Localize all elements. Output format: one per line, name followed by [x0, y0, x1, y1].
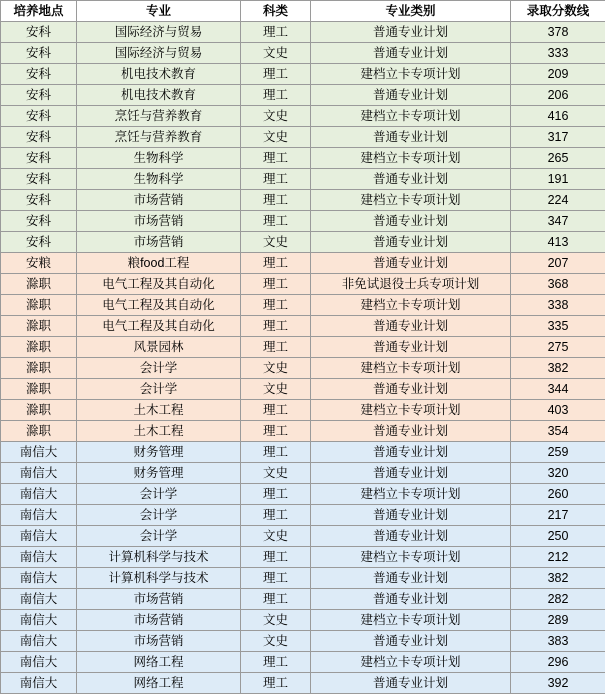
cell-score: 382 [511, 358, 605, 379]
cell-major: 烹饪与营养教育 [77, 127, 241, 148]
cell-category: 理工 [241, 211, 311, 232]
cell-plan-type: 建档立卡专项计划 [311, 484, 511, 505]
cell-location: 安科 [1, 232, 77, 253]
cell-category: 理工 [241, 421, 311, 442]
cell-location: 南信大 [1, 652, 77, 673]
cell-score: 333 [511, 43, 605, 64]
cell-plan-type: 普通专业计划 [311, 316, 511, 337]
table-row [1, 253, 605, 274]
cell-score: 206 [511, 85, 605, 106]
cell-score: 191 [511, 169, 605, 190]
cell-score: 335 [511, 316, 605, 337]
cell-location: 安科 [1, 190, 77, 211]
cell-location: 南信大 [1, 589, 77, 610]
cell-major: 土木工程 [77, 421, 241, 442]
cell-major: 会计学 [77, 358, 241, 379]
cell-plan-type: 建档立卡专项计划 [311, 295, 511, 316]
cell-plan-type: 建档立卡专项计划 [311, 148, 511, 169]
cell-category: 理工 [241, 484, 311, 505]
cell-location: 安科 [1, 148, 77, 169]
cell-score: 344 [511, 379, 605, 400]
cell-plan-type: 普通专业计划 [311, 127, 511, 148]
column-header-location: 培养地点 [1, 1, 77, 22]
cell-plan-type: 普通专业计划 [311, 169, 511, 190]
cell-plan-type: 建档立卡专项计划 [311, 652, 511, 673]
cell-score: 209 [511, 64, 605, 85]
cell-plan-type: 普通专业计划 [311, 337, 511, 358]
table-row [1, 379, 605, 400]
cell-major: 风景园林 [77, 337, 241, 358]
cell-category: 理工 [241, 505, 311, 526]
column-header-major: 专业 [77, 1, 241, 22]
cell-plan-type: 普通专业计划 [311, 22, 511, 43]
table-row [1, 400, 605, 421]
cell-plan-type: 建档立卡专项计划 [311, 190, 511, 211]
cell-location: 南信大 [1, 463, 77, 484]
cell-category: 理工 [241, 253, 311, 274]
cell-major: 财务管理 [77, 463, 241, 484]
cell-plan-type: 普通专业计划 [311, 85, 511, 106]
table-row [1, 589, 605, 610]
cell-category: 理工 [241, 148, 311, 169]
cell-major: 市场营销 [77, 610, 241, 631]
cell-category: 理工 [241, 190, 311, 211]
table-row [1, 274, 605, 295]
cell-score: 207 [511, 253, 605, 274]
table-row [1, 211, 605, 232]
cell-score: 275 [511, 337, 605, 358]
cell-location: 南信大 [1, 484, 77, 505]
table-row [1, 22, 605, 43]
cell-category: 理工 [241, 547, 311, 568]
cell-category: 理工 [241, 589, 311, 610]
cell-major: 土木工程 [77, 400, 241, 421]
table-row [1, 505, 605, 526]
column-header-plan-type: 专业类别 [311, 1, 511, 22]
cell-category: 文史 [241, 106, 311, 127]
cell-score: 320 [511, 463, 605, 484]
cell-category: 文史 [241, 463, 311, 484]
cell-major: 生物科学 [77, 148, 241, 169]
cell-plan-type: 普通专业计划 [311, 505, 511, 526]
cell-major: 机电技术教育 [77, 64, 241, 85]
table-row [1, 127, 605, 148]
cell-plan-type: 建档立卡专项计划 [311, 547, 511, 568]
cell-location: 安科 [1, 64, 77, 85]
cell-plan-type: 建档立卡专项计划 [311, 64, 511, 85]
cell-major: 市场营销 [77, 631, 241, 652]
cell-category: 文史 [241, 127, 311, 148]
cell-category: 文史 [241, 526, 311, 547]
cell-location: 安科 [1, 127, 77, 148]
table-row [1, 295, 605, 316]
cell-plan-type: 普通专业计划 [311, 232, 511, 253]
cell-score: 338 [511, 295, 605, 316]
table-row [1, 526, 605, 547]
cell-plan-type: 普通专业计划 [311, 631, 511, 652]
cell-major: 生物科学 [77, 169, 241, 190]
cell-category: 理工 [241, 337, 311, 358]
cell-major: 电气工程及其自动化 [77, 316, 241, 337]
cell-score: 260 [511, 484, 605, 505]
cell-plan-type: 普通专业计划 [311, 421, 511, 442]
table-header-row [1, 1, 605, 22]
cell-location: 滁职 [1, 379, 77, 400]
table-row [1, 547, 605, 568]
column-header-category: 科类 [241, 1, 311, 22]
cell-score: 289 [511, 610, 605, 631]
cell-plan-type: 普通专业计划 [311, 442, 511, 463]
cell-score: 296 [511, 652, 605, 673]
cell-category: 理工 [241, 295, 311, 316]
cell-location: 滁职 [1, 316, 77, 337]
cell-score: 382 [511, 568, 605, 589]
cell-score: 413 [511, 232, 605, 253]
table-row [1, 232, 605, 253]
cell-location: 南信大 [1, 673, 77, 694]
cell-score: 403 [511, 400, 605, 421]
cell-major: 网络工程 [77, 652, 241, 673]
cell-plan-type: 普通专业计划 [311, 43, 511, 64]
cell-category: 文史 [241, 232, 311, 253]
cell-plan-type: 建档立卡专项计划 [311, 106, 511, 127]
cell-score: 265 [511, 148, 605, 169]
cell-location: 滁职 [1, 358, 77, 379]
table-row [1, 610, 605, 631]
cell-score: 259 [511, 442, 605, 463]
cell-major: 电气工程及其自动化 [77, 274, 241, 295]
table-row [1, 64, 605, 85]
cell-location: 南信大 [1, 442, 77, 463]
cell-category: 文史 [241, 379, 311, 400]
cell-plan-type: 建档立卡专项计划 [311, 400, 511, 421]
cell-category: 文史 [241, 631, 311, 652]
cell-location: 滁职 [1, 421, 77, 442]
cell-major: 会计学 [77, 526, 241, 547]
cell-plan-type: 普通专业计划 [311, 568, 511, 589]
cell-major: 粮food工程 [77, 253, 241, 274]
table-row [1, 148, 605, 169]
table-row [1, 169, 605, 190]
column-header-score: 录取分数线 [511, 1, 605, 22]
cell-category: 文史 [241, 43, 311, 64]
table-row [1, 568, 605, 589]
cell-major: 市场营销 [77, 589, 241, 610]
cell-major: 会计学 [77, 484, 241, 505]
cell-major: 国际经济与贸易 [77, 22, 241, 43]
cell-major: 会计学 [77, 379, 241, 400]
cell-score: 368 [511, 274, 605, 295]
cell-category: 理工 [241, 673, 311, 694]
cell-major: 计算机科学与技术 [77, 568, 241, 589]
cell-location: 南信大 [1, 505, 77, 526]
cell-score: 392 [511, 673, 605, 694]
cell-plan-type: 普通专业计划 [311, 211, 511, 232]
table-row [1, 358, 605, 379]
cell-score: 224 [511, 190, 605, 211]
cell-category: 理工 [241, 64, 311, 85]
table-row [1, 106, 605, 127]
table-row [1, 421, 605, 442]
cell-plan-type: 普通专业计划 [311, 589, 511, 610]
cell-category: 理工 [241, 274, 311, 295]
table-row [1, 484, 605, 505]
cell-category: 理工 [241, 22, 311, 43]
cell-score: 416 [511, 106, 605, 127]
table-row [1, 463, 605, 484]
cell-location: 安粮 [1, 253, 77, 274]
cell-major: 网络工程 [77, 673, 241, 694]
cell-location: 南信大 [1, 568, 77, 589]
cell-location: 南信大 [1, 631, 77, 652]
table-row [1, 442, 605, 463]
cell-category: 理工 [241, 652, 311, 673]
cell-category: 理工 [241, 85, 311, 106]
table-row [1, 316, 605, 337]
table-row [1, 190, 605, 211]
cell-location: 南信大 [1, 610, 77, 631]
cell-category: 理工 [241, 442, 311, 463]
cell-score: 347 [511, 211, 605, 232]
cell-plan-type: 普通专业计划 [311, 379, 511, 400]
cell-location: 滁职 [1, 274, 77, 295]
cell-plan-type: 普通专业计划 [311, 253, 511, 274]
cell-location: 安科 [1, 106, 77, 127]
cell-score: 282 [511, 589, 605, 610]
cell-category: 理工 [241, 169, 311, 190]
cell-plan-type: 普通专业计划 [311, 673, 511, 694]
cell-location: 滁职 [1, 400, 77, 421]
table-header [1, 1, 605, 22]
table-row [1, 652, 605, 673]
cell-category: 理工 [241, 400, 311, 421]
cell-plan-type: 普通专业计划 [311, 526, 511, 547]
cell-plan-type: 非免试退役士兵专项计划 [311, 274, 511, 295]
cell-score: 217 [511, 505, 605, 526]
cell-score: 383 [511, 631, 605, 652]
cell-plan-type: 建档立卡专项计划 [311, 610, 511, 631]
cell-score: 378 [511, 22, 605, 43]
table-row [1, 337, 605, 358]
table-body [1, 22, 605, 694]
cell-major: 会计学 [77, 505, 241, 526]
cell-location: 安科 [1, 22, 77, 43]
cell-major: 电气工程及其自动化 [77, 295, 241, 316]
cell-major: 市场营销 [77, 190, 241, 211]
cell-category: 文史 [241, 358, 311, 379]
cell-plan-type: 建档立卡专项计划 [311, 358, 511, 379]
cell-location: 安科 [1, 169, 77, 190]
cell-location: 安科 [1, 211, 77, 232]
cell-major: 市场营销 [77, 211, 241, 232]
cell-location: 南信大 [1, 526, 77, 547]
table-row [1, 673, 605, 694]
cell-major: 烹饪与营养教育 [77, 106, 241, 127]
cell-location: 滁职 [1, 295, 77, 316]
cell-plan-type: 普通专业计划 [311, 463, 511, 484]
cell-major: 机电技术教育 [77, 85, 241, 106]
cell-major: 国际经济与贸易 [77, 43, 241, 64]
cell-major: 财务管理 [77, 442, 241, 463]
cell-major: 计算机科学与技术 [77, 547, 241, 568]
cell-category: 理工 [241, 568, 311, 589]
cell-location: 南信大 [1, 547, 77, 568]
table-row [1, 631, 605, 652]
cell-score: 212 [511, 547, 605, 568]
cell-score: 250 [511, 526, 605, 547]
table-row [1, 43, 605, 64]
cell-location: 滁职 [1, 337, 77, 358]
cell-category: 理工 [241, 316, 311, 337]
cell-location: 安科 [1, 85, 77, 106]
table-row [1, 85, 605, 106]
cell-major: 市场营销 [77, 232, 241, 253]
cell-score: 317 [511, 127, 605, 148]
cell-score: 354 [511, 421, 605, 442]
cell-location: 安科 [1, 43, 77, 64]
cell-category: 文史 [241, 610, 311, 631]
